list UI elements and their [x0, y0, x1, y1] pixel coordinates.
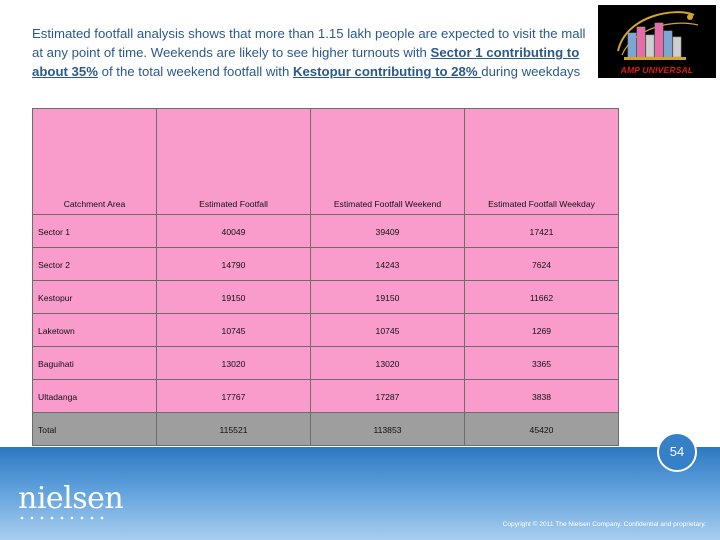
- table-header-row: [33, 109, 619, 215]
- header-estimated-footfall: Estimated Footfall: [157, 109, 311, 215]
- cell-footfall: 13020: [157, 347, 311, 380]
- cell-weekend: 113853: [311, 413, 465, 446]
- cell-weekday: 3838: [465, 380, 619, 413]
- cell-area: Laketown: [33, 314, 157, 347]
- cell-weekday: 11662: [465, 281, 619, 314]
- cell-weekend: 10745: [311, 314, 465, 347]
- headline-part-2: of the total weekend footfall with: [97, 64, 293, 79]
- cell-weekend: 19150: [311, 281, 465, 314]
- cell-weekday: 45420: [465, 413, 619, 446]
- header-catchment-area: Catchment Area: [33, 109, 157, 215]
- table-row: [33, 248, 619, 281]
- headline-highlight-kestopur: Kestopur contributing to 28%: [292, 64, 482, 79]
- cell-footfall: 17767: [157, 380, 311, 413]
- cell-area: Kestopur: [33, 281, 157, 314]
- cell-weekday: 1269: [465, 314, 619, 347]
- cell-footfall: 40049: [157, 215, 311, 248]
- cell-area: Total: [33, 413, 157, 446]
- table-total-row: [33, 413, 619, 446]
- table-row: [33, 281, 619, 314]
- cell-area: Sector 2: [33, 248, 157, 281]
- logo-emblem-icon: [598, 5, 716, 65]
- amp-universal-logo: [598, 5, 716, 78]
- header-estimated-footfall-weekday: Estimated Footfall Weekday: [465, 109, 619, 215]
- header-estimated-footfall-weekend: Estimated Footfall Weekend: [311, 109, 465, 215]
- cell-area: Sector 1: [33, 215, 157, 248]
- table-row: [33, 314, 619, 347]
- cell-footfall: 115521: [157, 413, 311, 446]
- logo-text: AMP UNIVERSAL: [620, 65, 694, 75]
- page-number-badge: 54: [657, 432, 697, 472]
- cell-weekend: 17287: [311, 380, 465, 413]
- cell-weekend: 39409: [311, 215, 465, 248]
- cell-weekday: 7624: [465, 248, 619, 281]
- table-row: [33, 347, 619, 380]
- cell-footfall: 19150: [157, 281, 311, 314]
- cell-footfall: 10745: [157, 314, 311, 347]
- table-row: [33, 380, 619, 413]
- headline-part-3: during weekdays: [481, 64, 581, 79]
- cell-footfall: 14790: [157, 248, 311, 281]
- cell-weekday: 3365: [465, 347, 619, 380]
- nielsen-dots-icon: [20, 516, 104, 520]
- table-row: [33, 215, 619, 248]
- headline-text: [32, 24, 592, 81]
- cell-weekday: 17421: [465, 215, 619, 248]
- copyright-text: Copyright © 2011 The Nielsen Company. Confidential and proprietary.: [502, 521, 706, 528]
- headline-part-1: Estimated footfall analysis shows that more than 1.15 lakh people are expected to visit the mall at any point of time. Weekends are likely to see higher turnouts with: [32, 26, 586, 60]
- headline-highlight-sector-1: Sector 1 contributing to about 35%: [32, 45, 580, 79]
- cell-weekend: 13020: [311, 347, 465, 380]
- cell-area: Ultadanga: [33, 380, 157, 413]
- footfall-table: [32, 108, 619, 446]
- cell-weekend: 14243: [311, 248, 465, 281]
- nielsen-logo: nielsen: [18, 481, 124, 516]
- cell-area: Baguihati: [33, 347, 157, 380]
